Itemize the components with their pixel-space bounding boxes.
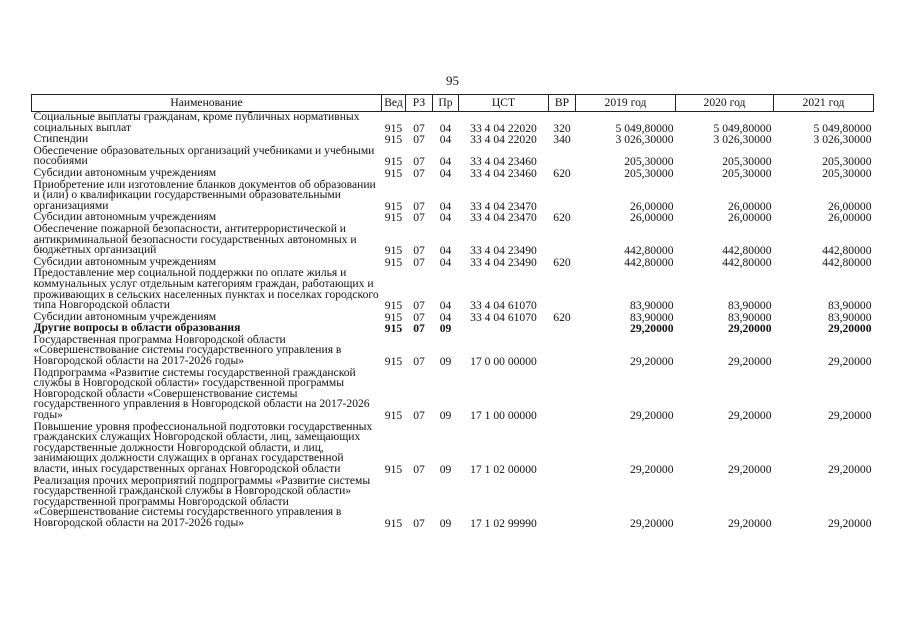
cell-2019: 29,20000 — [630, 322, 674, 336]
header-ved: Вед — [382, 95, 406, 112]
page-number: 95 — [446, 73, 459, 88]
table-row — [32, 268, 874, 311]
cell-cst — [459, 323, 549, 335]
cell-name: Обеспечение пожарной безопасности, антитеррористической и антикриминальной безопасности государственных автономных и бюджетных организаций — [33, 221, 357, 257]
cell-rz: 07 — [413, 211, 425, 225]
cell-vr — [549, 146, 576, 168]
cell-cst: 33 4 04 61070 — [470, 310, 537, 324]
cell-cst: 17 1 02 99990 — [470, 516, 537, 530]
cell-cst: 33 4 04 22020 — [470, 121, 537, 135]
cell-2021: 205,30000 — [822, 155, 872, 169]
cell-2021: 29,20000 — [828, 516, 872, 530]
cell-pr: 04 — [439, 166, 452, 180]
cell-pr: 09 — [439, 322, 452, 336]
table-row — [32, 224, 874, 257]
cell-vr — [549, 368, 576, 422]
cell-ved: 915 — [384, 255, 403, 269]
cell-vr: 340 — [553, 133, 571, 147]
cell-2019: 442,80000 — [624, 255, 674, 269]
cell-ved: 915 — [384, 355, 403, 369]
cell-cst: 17 1 02 00000 — [470, 463, 537, 476]
cell-ved: 915 — [384, 211, 403, 225]
cell-2021: 29,20000 — [828, 409, 872, 423]
cell-ved: 915 — [384, 299, 403, 313]
cell-name: Обеспечение образовательных организаций учебниками и учебными пособиями — [33, 143, 375, 168]
cell-ved: 915 — [384, 409, 403, 423]
cell-pr: 04 — [439, 299, 452, 313]
cell-2020: 83,90000 — [728, 299, 772, 313]
cell-rz: 07 — [413, 155, 425, 169]
cell-cst: 33 4 04 23470 — [470, 211, 537, 225]
cell-2021: 29,20000 — [828, 355, 872, 369]
cell-vr — [549, 335, 576, 368]
cell-cst: 17 1 00 00000 — [470, 409, 537, 423]
cell-2020: 442,80000 — [722, 255, 772, 269]
cell-pr: 09 — [439, 355, 452, 369]
cell-vr — [549, 268, 576, 311]
cell-pr: 04 — [439, 121, 452, 135]
cell-2019: 26,00000 — [630, 199, 674, 213]
cell-ved: 915 — [384, 322, 403, 336]
header-name: Наименование — [32, 95, 382, 112]
cell-rz: 07 — [413, 322, 425, 336]
cell-2019: 29,20000 — [630, 409, 674, 423]
cell-2021: 26,00000 — [828, 211, 872, 225]
cell-cst: 33 4 04 23460 — [470, 166, 537, 180]
cell-ved: 915 — [384, 463, 403, 476]
cell-2020: 29,20000 — [728, 516, 772, 530]
table-row — [32, 422, 874, 476]
cell-rz: 07 — [413, 199, 425, 213]
header-rz: РЗ — [406, 95, 433, 112]
cell-pr: 04 — [439, 199, 452, 213]
cell-2019: 205,30000 — [624, 166, 674, 180]
cell-vr — [549, 422, 576, 476]
cell-vr: 620 — [553, 211, 571, 225]
cell-2020: 442,80000 — [722, 244, 772, 258]
table-row — [32, 476, 874, 530]
cell-cst: 33 4 04 22020 — [470, 133, 537, 147]
budget-table — [31, 94, 874, 530]
cell-2020: 29,20000 — [728, 463, 772, 476]
cell-vr — [549, 476, 576, 530]
cell-name: Социальные выплаты гражданам, кроме публичных нормативных социальных выплат — [33, 110, 360, 134]
cell-name: Приобретение или изготовление бланков документов об образовании и (или) о квалификации государственными образовательными организациями — [33, 177, 376, 212]
cell-2021: 3 026,30000 — [813, 133, 872, 147]
header-2020: 2020 год — [676, 95, 774, 112]
cell-rz: 07 — [413, 355, 425, 369]
cell-2019: 29,20000 — [630, 516, 674, 530]
cell-name: Государственная программа Новгородской области «Совершенствование системы государственного управления в Новгородской области на 2017-2026 годы» — [33, 332, 342, 368]
table-row — [32, 180, 874, 213]
header-pr: Пр — [433, 95, 459, 112]
cell-2020: 205,30000 — [722, 166, 772, 180]
table-row — [32, 146, 874, 168]
table-row — [32, 112, 874, 135]
cell-2020: 26,00000 — [728, 199, 772, 213]
cell-pr: 04 — [439, 133, 452, 147]
header-cst: ЦСТ — [459, 95, 549, 112]
cell-name: Субсидии автономным учреждениям — [33, 254, 217, 268]
cell-vr — [549, 180, 576, 213]
cell-2019: 29,20000 — [630, 355, 674, 369]
cell-ved: 915 — [384, 166, 403, 180]
cell-2019: 205,30000 — [624, 155, 674, 169]
cell-cst: 17 0 00 00000 — [470, 355, 537, 369]
cell-name: Реализация прочих мероприятий подпрограммы «Развитие системы государственной гражданской службы в Новгородской области» государственной программы Новгородской области «Совершенствование системы государственного управления в Новгородской области на 2017-2026 годы» — [33, 473, 371, 529]
cell-2020: 83,90000 — [728, 310, 772, 324]
cell-pr: 09 — [439, 516, 452, 530]
cell-vr — [549, 224, 576, 257]
cell-name: Стипендии — [33, 132, 89, 146]
cell-vr: 320 — [553, 121, 571, 135]
cell-2021: 442,80000 — [822, 255, 872, 269]
cell-pr: 09 — [439, 463, 452, 476]
cell-cst: 33 4 04 23470 — [470, 199, 537, 213]
cell-pr: 04 — [439, 310, 452, 324]
cell-2020: 29,20000 — [728, 409, 772, 423]
cell-pr: 04 — [439, 155, 452, 169]
cell-2020: 5 049,80000 — [713, 121, 772, 135]
cell-2020: 205,30000 — [722, 155, 772, 169]
cell-cst: 33 4 04 23490 — [470, 244, 537, 258]
table-row — [32, 335, 874, 368]
cell-2021: 29,20000 — [828, 322, 872, 336]
cell-rz: 07 — [413, 121, 425, 135]
cell-cst: 33 4 04 61070 — [470, 299, 537, 313]
cell-vr: 620 — [553, 166, 571, 180]
cell-pr: 09 — [439, 409, 452, 423]
cell-name: Подпрограмма «Развитие системы государственной гражданской службы в Новгородской области» государственной программы Новгородской области «Совершенствование системы государственного управления в Новгородской области на 2017-2026 годы» — [33, 365, 370, 422]
cell-2019: 442,80000 — [624, 244, 674, 258]
cell-2021: 83,90000 — [828, 299, 872, 313]
cell-2021: 442,80000 — [822, 244, 872, 258]
cell-2019: 83,90000 — [630, 310, 674, 324]
cell-cst: 33 4 04 23460 — [470, 155, 537, 169]
cell-ved: 915 — [384, 516, 403, 530]
cell-name: Субсидии автономным учреждениям — [33, 165, 217, 179]
cell-pr: 04 — [439, 244, 452, 258]
cell-2020: 3 026,30000 — [713, 133, 772, 147]
cell-pr: 04 — [439, 211, 452, 225]
cell-rz: 07 — [413, 463, 425, 476]
cell-2019: 29,20000 — [630, 463, 674, 476]
header-vr: ВР — [549, 95, 576, 112]
cell-name: Субсидии автономным учреждениям — [33, 309, 217, 323]
cell-2019: 5 049,80000 — [615, 121, 674, 135]
header-2019: 2019 год — [576, 95, 676, 112]
cell-cst: 33 4 04 23490 — [470, 255, 537, 269]
cell-ved: 915 — [384, 310, 403, 324]
header-2021: 2021 год — [774, 95, 874, 112]
cell-vr: 620 — [553, 255, 571, 269]
cell-2021: 26,00000 — [828, 199, 872, 213]
cell-2021: 205,30000 — [822, 166, 872, 180]
cell-ved: 915 — [384, 133, 403, 147]
cell-rz: 07 — [413, 310, 425, 324]
cell-name: Предоставление мер социальной поддержки по оплате жилья и коммунальных услуг отдельным категориям граждан, работающих и проживающих в сельских населенных пунктах и поселках городского типа Новгородской области — [33, 266, 379, 312]
cell-2021: 5 049,80000 — [813, 121, 872, 135]
cell-ved: 915 — [384, 244, 403, 258]
cell-2019: 83,90000 — [630, 299, 674, 313]
cell-2021: 29,20000 — [828, 463, 872, 476]
cell-rz: 07 — [413, 244, 425, 258]
table-row — [32, 368, 874, 422]
cell-2019: 3 026,30000 — [615, 133, 674, 147]
cell-2020: 29,20000 — [728, 322, 772, 336]
cell-rz: 07 — [413, 133, 425, 147]
cell-ved: 915 — [384, 199, 403, 213]
cell-rz: 07 — [413, 255, 425, 269]
cell-ved: 915 — [384, 155, 403, 169]
cell-rz: 07 — [413, 409, 425, 423]
cell-2021: 83,90000 — [828, 310, 872, 324]
cell-name: Повышение уровня профессиональной подготовки государственных гражданских служащих Новгородской области, лиц, замещающих государственные должности Новгородской области, и лиц, занимающих должности служащих в органах государственной власти, иных государственных органах Новгородской области — [33, 419, 373, 475]
cell-name: Субсидии автономным учреждениям — [33, 210, 217, 224]
cell-rz: 07 — [413, 516, 425, 530]
cell-rz: 07 — [413, 299, 425, 313]
cell-pr: 04 — [439, 255, 452, 269]
cell-2020: 26,00000 — [728, 211, 772, 225]
cell-2020: 29,20000 — [728, 355, 772, 369]
cell-rz: 07 — [413, 166, 425, 180]
cell-2019: 26,00000 — [630, 211, 674, 225]
cell-ved: 915 — [384, 121, 403, 135]
table-header-row — [32, 95, 874, 112]
cell-vr — [549, 323, 576, 335]
cell-name: Другие вопросы в области образования — [33, 321, 241, 335]
cell-vr: 620 — [553, 310, 571, 324]
